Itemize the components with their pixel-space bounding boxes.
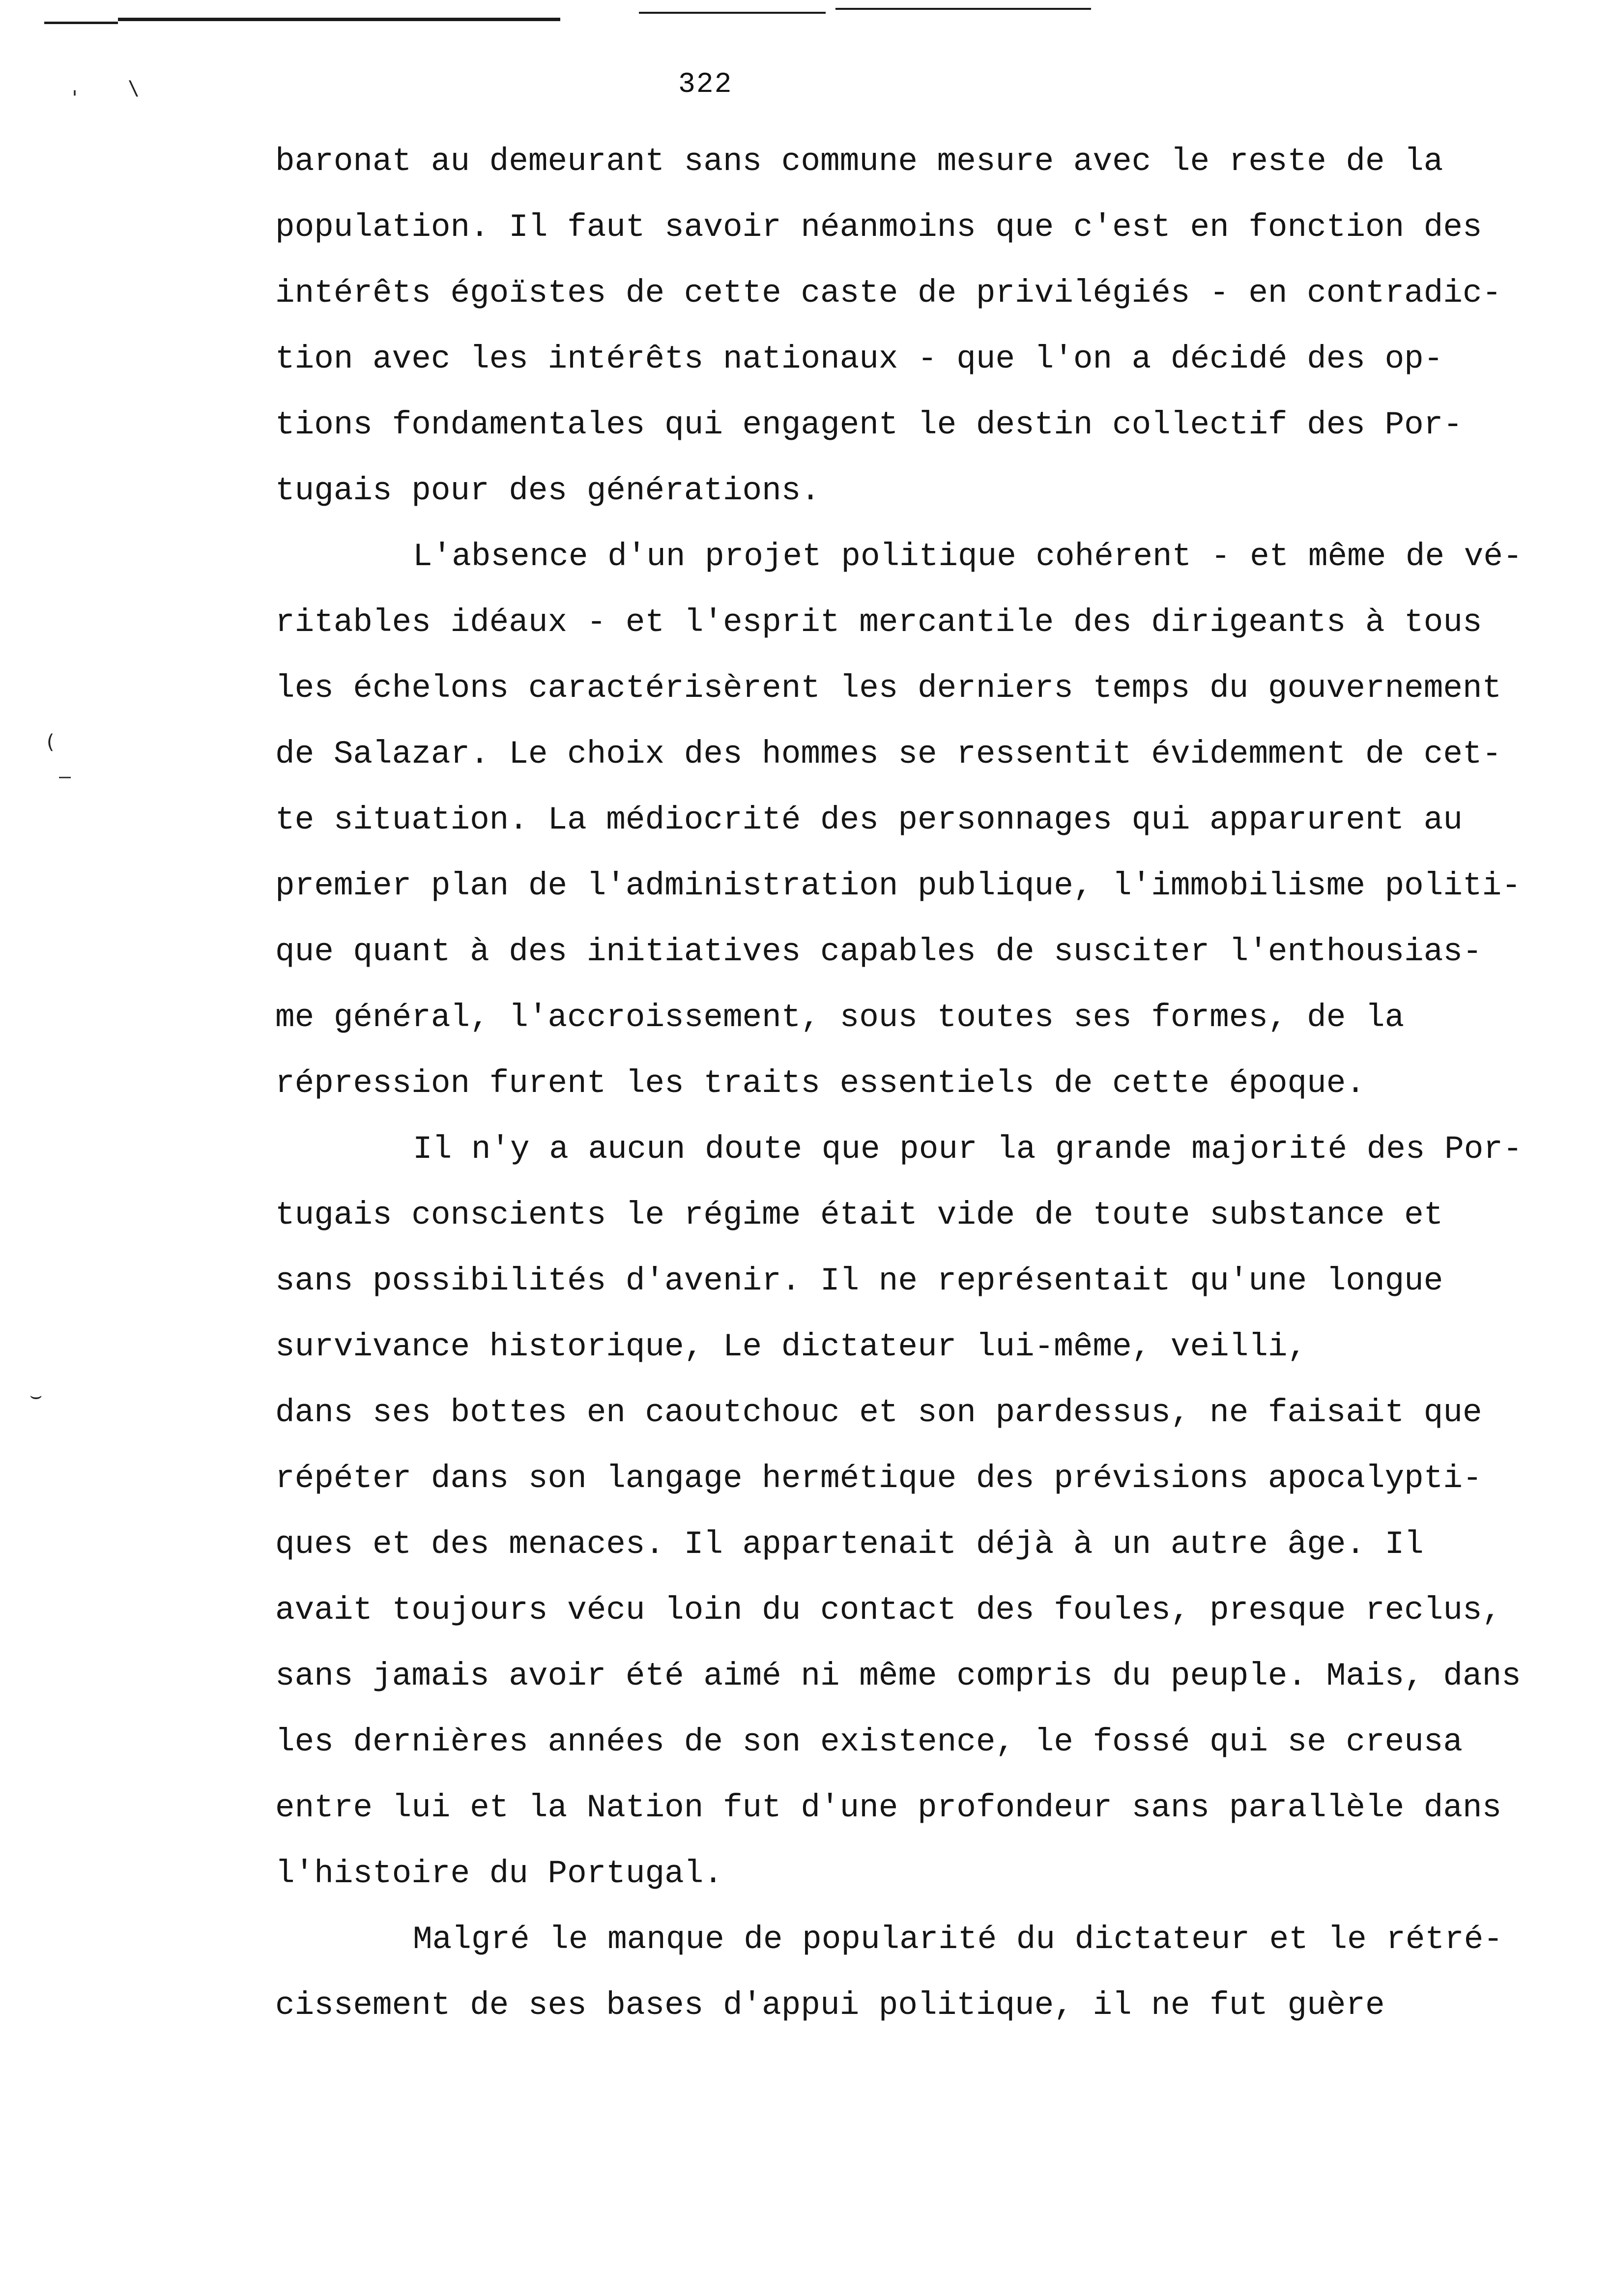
top-rule-mid bbox=[639, 12, 826, 14]
margin-speck: ( bbox=[44, 731, 57, 753]
top-rule-left bbox=[44, 22, 118, 24]
margin-speck: — bbox=[59, 765, 71, 788]
text-line: tion avec les intérêts nationaux - que l'on a décidé des op- bbox=[275, 341, 1443, 377]
text-line: tugais pour des générations. bbox=[275, 472, 820, 509]
text-line: les échelons caractérisèrent les derniers temps du gouvernement bbox=[275, 670, 1502, 707]
text-line: de Salazar. Le choix des hommes se ressentit évidemment de cet- bbox=[275, 736, 1502, 773]
text-line: l'histoire du Portugal. bbox=[275, 1855, 723, 1892]
margin-speck: ⌣ bbox=[29, 1384, 43, 1407]
text-line: premier plan de l'administration publique, l'immobilisme politi- bbox=[275, 867, 1521, 904]
text-line: entre lui et la Nation fut d'une profondeur sans parallèle dans bbox=[275, 1789, 1502, 1826]
text-line: survivance historique, Le dictateur lui-même, veilli, bbox=[275, 1328, 1307, 1365]
text-line: sans jamais avoir été aimé ni même compris du peuple. Mais, dans bbox=[275, 1658, 1521, 1694]
text-line: sans possibilités d'avenir. Il ne représentait qu'une longue bbox=[275, 1263, 1443, 1299]
page-number: 322 bbox=[678, 69, 733, 101]
text-line: Il n'y a aucun doute que pour la grande majorité des Por- bbox=[413, 1131, 1523, 1168]
text-line: population. Il faut savoir néanmoins que c'est en fonction des bbox=[275, 209, 1482, 246]
text-line: te situation. La médiocrité des personnages qui apparurent au bbox=[275, 802, 1463, 838]
text-line: que quant à des initiatives capables de susciter l'enthousias- bbox=[275, 933, 1482, 970]
text-line: cissement de ses bases d'appui politique, il ne fut guère bbox=[275, 1987, 1385, 2024]
text-line: répéter dans son langage hermétique des prévisions apocalypti- bbox=[275, 1460, 1482, 1497]
text-line: ques et des menaces. Il appartenait déjà à un autre âge. Il bbox=[275, 1526, 1424, 1563]
text-line: me général, l'accroissement, sous toutes ses formes, de la bbox=[275, 999, 1405, 1036]
text-line: baronat au demeurant sans commune mesure avec le reste de la bbox=[275, 143, 1443, 180]
text-line: répression furent les traits essentiels de cette époque. bbox=[275, 1065, 1365, 1102]
body-text bbox=[275, 129, 1612, 2038]
text-line: tugais conscients le régime était vide de toute substance et bbox=[275, 1197, 1443, 1234]
text-line: L'absence d'un projet politique cohérent - et même de vé- bbox=[413, 538, 1523, 575]
text-line: tions fondamentales qui engagent le destin collectif des Por- bbox=[275, 406, 1463, 443]
text-line: avait toujours vécu loin du contact des foules, presque reclus, bbox=[275, 1592, 1502, 1629]
text-line: Malgré le manque de popularité du dictateur et le rétré- bbox=[413, 1921, 1503, 1958]
text-line: intérêts égoïstes de cette caste de privilégiés - en contradic- bbox=[275, 275, 1502, 312]
text-line: ritables idéaux - et l'esprit mercantile des dirigeants à tous bbox=[275, 604, 1482, 641]
text-line: les dernières années de son existence, le fossé qui se creusa bbox=[275, 1723, 1463, 1760]
top-rule-right bbox=[835, 8, 1091, 10]
margin-speck: ' bbox=[69, 87, 81, 110]
top-rule-main bbox=[118, 18, 560, 21]
margin-speck: \ bbox=[128, 77, 140, 100]
text-line: dans ses bottes en caoutchouc et son pardessus, ne faisait que bbox=[275, 1394, 1482, 1431]
